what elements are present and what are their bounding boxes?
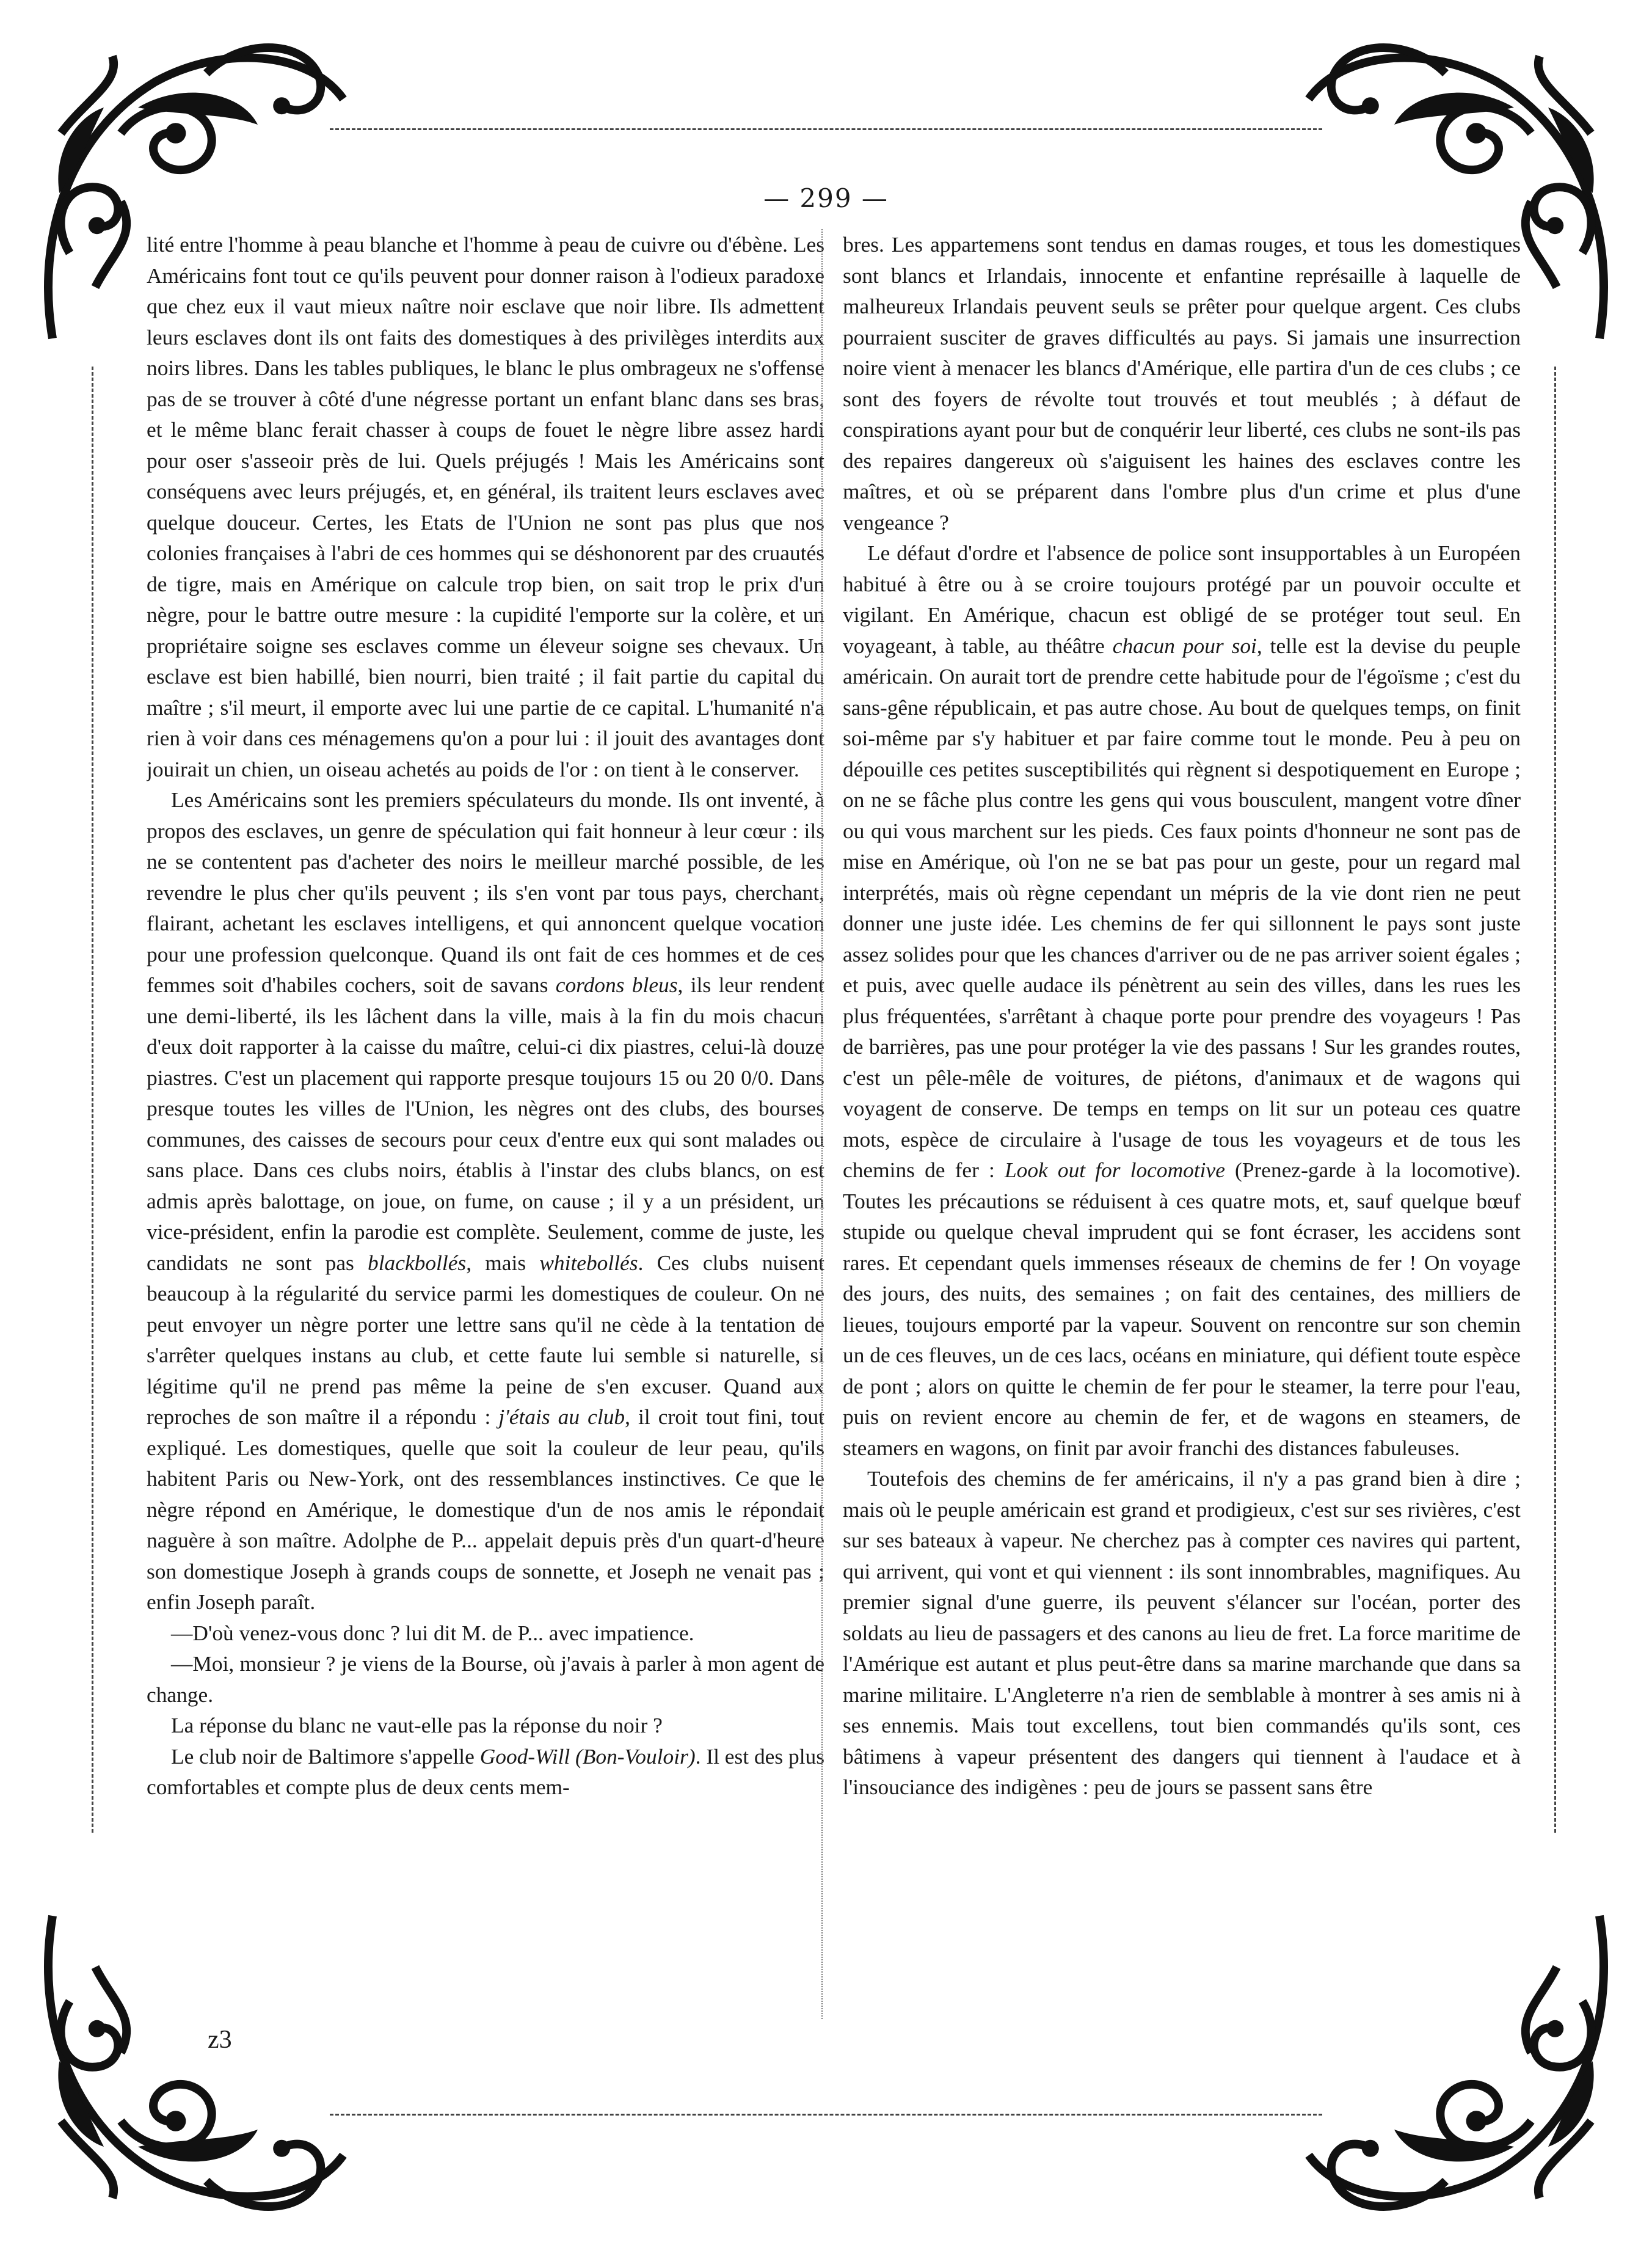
italic-text-span: blackbollés [368,1250,467,1275]
article-paragraph [147,1710,824,1741]
article-paragraph [147,1741,824,1803]
left-border-rule [92,367,93,1833]
left-column-text [147,229,824,2019]
right-column-text [843,229,1521,2019]
text-span: . Ces clubs nuisent beaucoup à la régularité du service parmi les domestiques de couleur. On ne peut envoyer un nègre porter une lettre sans qu'il ne cède à la tentation de s'arrêter quelques instans au club, et cette faute lui semble si naturelle, si légitime qu'il ne prend pas même la peine de s'en excuser. Quand aux reproches de son maître il a répondu : [147,1250,824,1429]
article-paragraph [147,229,824,784]
text-span: lité entre l'homme à peau blanche et l'homme à peau de cuivre ou d'ébène. Les Américains font tout ce qu'ils peuvent pour donner raison à l'odieux paradoxe que chez eux il vaut mieux naître noir esclave que noir libre. Ils admettent leurs esclaves dont ils ont faits des domestiques à des privilèges interdits aux noirs libres. Dans les tables publiques, le blanc le plus ombrageux ne s'offense pas de se trouver à côté d'une négresse portant un enfant blanc dans ses bras, et le même blanc ferait chasser à coups de fouet le nègre libre assez hardi pour oser s'asseoir près de lui. Quels préjugés ! Mais les Américains sont conséquens avec leurs préjugés, et, en général, ils traitent leurs esclaves avec quelque douceur. Certes, les Etats de l'Union ne sont pas plus que nos colonies françaises à l'abri de ces hommes qui se déshonorent par des cruautés de tigre, mais en Amérique on calcule trop bien, on sait trop le prix d'un nègre, pour le battre outre mesure : la cupidité l'emporte sur la colère, et un propriétaire soigne ses esclaves comme un éleveur soigne ses chevaux. Un esclave est bien habillé, bien nourri, bien traité ; il fait partie du capital du maître ; s'il meurt, il emporte avec lui une partie de ce capital. L'humanité n'a rien à voir dans ces ménagemens qu'on a pour lui : il jouit des avantages dont jouirait un chien, un oiseau achetés au poids de l'or : on tient à le conserver. [147,232,824,781]
italic-text-span: whitebollés [539,1250,638,1275]
page-number: — 299 — [763,183,889,213]
text-span: Les Américains sont les premiers spéculateurs du monde. Ils ont inventé, à propos des esclaves, un genre de spéculation qui fait honneur à leur cœur : ils ne se contentent pas d'acheter des noirs le meilleur marché possible, de les revendre le plus cher qu'ils peuvent ; ils s'en vont par tous pays, cherchant, flairant, achetant les esclaves intelligens, et qui annoncent quelque vocation pour une profession quelconque. Quand ils ont fait de ces hommes et de ces femmes soit d'habiles cochers, soit de savans [147,787,824,997]
italic-text-span: chacun pour soi [1112,633,1257,658]
text-span: —D'où venez-vous donc ? lui dit M. de P... avec impatience. [171,1620,694,1645]
article-paragraph [843,229,1521,538]
text-span: Le club noir de Baltimore s'appelle [171,1744,480,1769]
text-span: Toutefois des chemins de fer américains, il n'y a pas grand bien à dire ; mais où le peuple américain est grand et prodigieux, c'est sur ses rivières, c'est sur ses bateaux à vapeur. Ne cherchez pas à compter ces navires qui partent, qui arrivent, qui vont et qui viennent : ils sont innombrables, magnifiques. Au premier signal d'une guerre, ils peuvent s'élancer sur l'océan, porter des soldats au lieu de passagers et des canons au lieu de fret. La force maritime de l'Amérique est autant et plus peut-être dans sa marine marchande que dans sa marine militaire. L'Angleterre n'a rien de semblable à montrer à ses amis ni à ses ennemis. Mais tout excellens, tout bien commandés qu'ils sont, ces bâtimens à vapeur présentent des dangers qui tiennent à l'audace et à l'insouciance des indigènes : peu de jours se passent sans être [843,1466,1521,1799]
text-span: —Moi, monsieur ? je viens de la Bourse, où j'avais à parler à mon agent de change. [147,1651,824,1707]
article-paragraph [147,1618,824,1649]
text-span: bres. Les appartemens sont tendus en damas rouges, et tous les domestiques sont blancs et Irlandais, innocente et enfantine représaille à laquelle de malheureux Irlandais peuvent seuls se prêter pour quelque argent. Ces clubs pourraient susciter de graves difficultés au pays. Si jamais une insurrection noire vient à menacer les blancs d'Amérique, elle partira d'un de ces clubs ; ce sont des foyers de révolte tout trouvés et tout meublés ; à défaut de conspirations ayant pour but de conquérir leur liberté, ces clubs ne sont-ils pas des repaires dangereux où s'aiguisent les haines des esclaves contre les maîtres, et où se préparent dans l'ombre plus d'un crime et plus d'une vengeance ? [843,232,1521,535]
article-paragraph [147,1648,824,1710]
right-border-rule [1554,367,1556,1833]
text-span: . Il est des plus comfortables et compte plus de deux cents mem- [147,1744,824,1799]
text-span: (Prenez-garde à la locomotive). Toutes les précautions se réduisent à ces quatre mots, et, sauf quelque bœuf stupide ou quelque cheval imprudent qui se font écraser, les accidens sont rares. Et cependant quels immenses réseaux de chemins de fer ! On voyage des jours, des nuits, des semaines ; on fait des centaines, des milliers de lieues, toujours emporté par la vapeur. Souvent on rencontre sur son chemin un de ces fleuves, un de ces lacs, océans en miniature, qui défient toute espèce de pont ; alors on quitte le chemin de fer pour le steamer, la terre pour l'eau, puis on revient encore au chemin de fer, et de wagons en steamers, de steamers en wagons, on finit par avoir franchi des distances fabuleuses. [843,1158,1521,1460]
text-span: , ils leur rendent une demi-liberté, ils les lâchent dans la ville, mais à la fin du mois chacun d'eux doit rapporter à la caisse du maître, celui-ci dix piastres, celui-là douze piastres. C'est un placement qui rapporte presque toujours 15 ou 20 0/0. Dans presque toutes les villes de l'Union, les nègres ont des clubs, des bourses communes, des caisses de secours pour ceux d'entre eux qui sont malades ou sans place. Dans ces clubs noirs, établis à l'instar des clubs blancs, on est admis après balottage, on joue, on fume, on cause ; il y a un président, un vice-président, enfin la parodie est complète. Seulement, comme de juste, les candidats ne sont pas [147,973,824,1275]
printer-signature-mark: z3 [208,2026,232,2054]
italic-text-span: Look out for locomotive [1004,1158,1225,1182]
bottom-border-rule [330,2114,1322,2116]
text-span: , il croit tout fini, tout expliqué. Les domestiques, quelle que soit la couleur de leur peau, qu'ils habitent Paris ou New-York, ont des ressemblances instinctives. Ce que le nègre répond en Amérique, le domestique d'un de nos amis le répondait naguère à son maître. Adolphe de P... appelait depuis près d'un quart-d'heure son domestique Joseph à grands coups de sonnette, et Joseph ne venait pas ; enfin Joseph paraît. [147,1404,824,1614]
article-paragraph [843,1463,1521,1803]
text-span: Le défaut d'ordre et l'absence de police sont insupportables à un Européen habitué à être ou à se croire toujours protégé par un pouvoir occulte et vigilant. En Amérique, chacun est obligé de se protéger tout seul. En voyageant, à table, au théâtre [843,541,1521,658]
article-paragraph [147,784,824,1618]
column-divider [821,229,823,2019]
top-border-rule [330,128,1322,130]
italic-text-span: Good-Will (Bon-Vouloir) [479,1744,696,1769]
article-paragraph [843,538,1521,1463]
text-span: La réponse du blanc ne vaut-elle pas la réponse du noir ? [171,1713,663,1737]
text-span: , mais [466,1250,540,1275]
italic-text-span: j'étais au club [498,1404,625,1429]
italic-text-span: cordons bleus [555,973,678,997]
text-span: , telle est la devise du peuple américain. On aurait tort de prendre cette habitude pour de l'égoïsme ; c'est du sans-gêne républicain, et pas autre chose. Au bout de quelques temps, on finit soi-même par s'y habituer et par faire comme tout le monde. Peu à peu on dépouille ces petites susceptibilités qui règnent si despotiquement en Europe ; on ne se fâche plus contre les gens qui vous bousculent, mangent votre dîner ou qui vous marchent sur les pieds. Ces faux points d'honneur ne sont pas de mise en Amérique, où l'on ne se bat pas pour un geste, pour un regard mal interprétés, mais où règne cependant un mépris de la vie dont rien ne peut donner une juste idée. Les chemins de fer qui sillonnent le pays sont juste assez solides pour que les chances d'arriver ou de ne pas arriver soient égales ; et puis, avec quelle audace ils pénètrent au sein des villes, dans les rues les plus fréquentées, s'arrêtant à chaque porte pour prendre des voyageurs ! Pas de barrières, pas une pour protéger la vie des passans ! Sur les grandes routes, c'est un pêle-mêle de voitures, de piétons, d'animaux et de wagons qui voyagent de conserve. De temps en temps on lit sur un poteau ces quatre mots, espèce de circulaire à l'usage de tous les voyageurs et de tous les chemins de fer : [843,633,1521,1182]
